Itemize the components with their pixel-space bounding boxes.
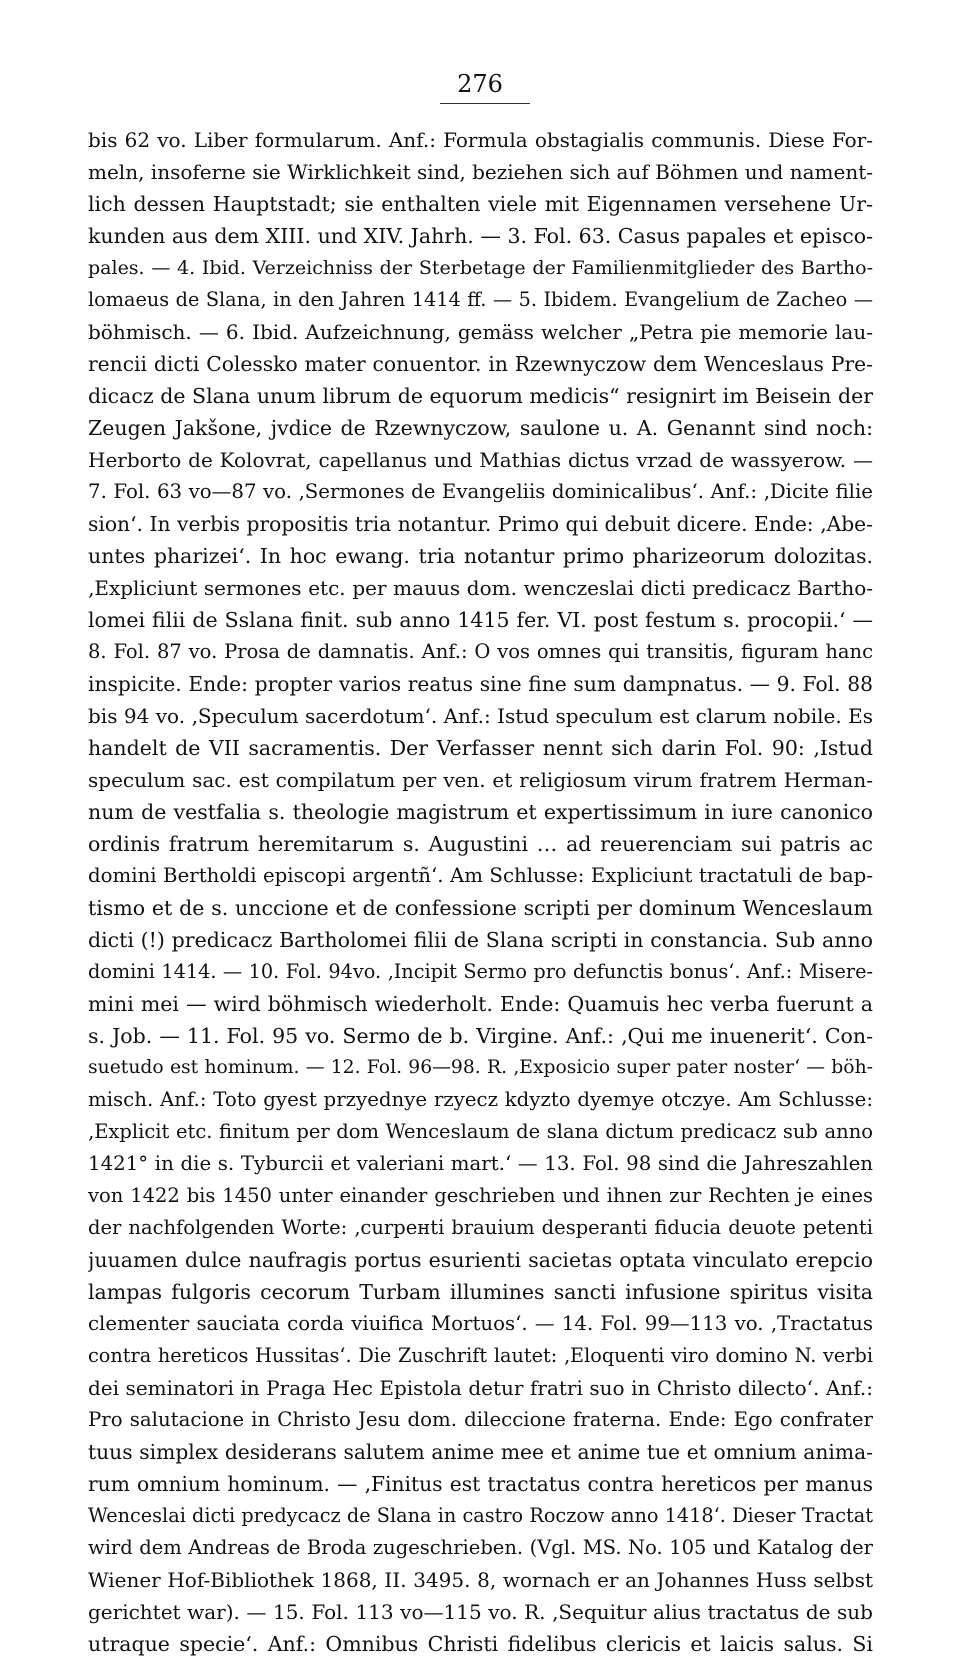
- text-line: bis 62 vo. Liber formularum. Anf.: Formula obstagialis communis. Diese For-: [88, 128, 873, 152]
- header-rule: [440, 103, 530, 104]
- text-line: der nachfolgenden Worte: ‚curренti brauium desperanti fiducia deuote petenti: [88, 1216, 873, 1239]
- text-line: von 1422 bis 1450 unter einander geschrieben und ihnen zur Rechten je eines: [88, 1184, 873, 1207]
- text-line: juuamen dulce naufragis portus esurienti sacietas optata vinculato erepcio: [88, 1248, 873, 1272]
- text-line: rencii dicti Colessko mater conuentor. in Rzewnyczow dem Wenceslaus Pre-: [88, 352, 873, 376]
- text-line: bis 94 vo. ‚Speculum sacerdotum‘. Anf.: Istud speculum est clarum nobile. Es: [88, 704, 873, 728]
- text-line: lomei filii de Sslana finit. sub anno 1415 fer. VI. post festum s. procopii.‘ —: [88, 608, 873, 632]
- text-line: Wiener Hof-Bibliothek 1868, II. 3495. 8, wornach er an Johannes Huss selbst: [88, 1568, 873, 1592]
- text-line: lomaeus de Slana, in den Jahren 1414 ff. — 5. Ibidem. Evangelium de Zacheo —: [88, 288, 873, 311]
- text-line: meln, insoferne sie Wirklichkeit sind, beziehen sich auf Böhmen und nament-: [88, 160, 873, 184]
- text-line: tuus simplex desiderans salutem anime mee et anime tue et omnium anima-: [88, 1440, 873, 1464]
- text-line: num de vestfalia s. theologie magistrum et expertissimum in iure canonico: [88, 800, 873, 824]
- text-line: dicti (!) predicacz Bartholomei filii de Slana scripti in constancia. Sub anno: [88, 928, 873, 952]
- text-line: domini Bertholdi episcopi argentñ‘. Am Schlusse: Expliciunt tractatuli de bap-: [88, 864, 873, 887]
- text-line: handelt de VII sacramentis. Der Verfasser nennt sich darin Fol. 90: ‚Istud: [88, 736, 873, 760]
- text-line: kunden aus dem XIII. und XIV. Jahrh. — 3. Fol. 63. Casus papales et episco-: [88, 224, 873, 248]
- text-line: wird dem Andreas de Broda zugeschrieben. (Vgl. MS. No. 105 und Katalog der: [88, 1536, 873, 1559]
- text-line: speculum sac. est compilatum per ven. et religiosum virum fratrem Herman-: [88, 768, 873, 792]
- text-line: gerichtet war). — 15. Fol. 113 vo—115 vo. R. ‚Sequitur alius tractatus de sub: [88, 1600, 873, 1624]
- text-line: contra hereticos Hussitas‘. Die Zuschrift lautet: ‚Eloquenti viro domino N. verbi: [88, 1344, 873, 1367]
- text-line: dicacz de Slana unum librum de equorum medicis“ resignirt im Beisein der: [88, 384, 873, 408]
- text-line: inspicite. Ende: propter varios reatus sine fine sum dampnatus. — 9. Fol. 88: [88, 672, 873, 696]
- text-line: tismo et de s. unccione et de confessione scripti per dominum Wenceslaum: [88, 896, 873, 920]
- text-line: ordinis fratrum heremitarum s. Augustini … ad reuerenciam sui patris ac: [88, 832, 873, 856]
- text-line: pales. — 4. Ibid. Verzeichniss der Sterbetage der Familienmitglieder des Bartho-: [88, 257, 873, 279]
- text-line: mini mei — wird böhmisch wiederholt. Ende: Quamuis hec verba fuerunt a: [88, 992, 873, 1016]
- text-line: 7. Fol. 63 vo—87 vo. ‚Sermones de Evangeliis dominicalibus‘. Anf.: ‚Dicite filie: [88, 480, 873, 503]
- text-line: domini 1414. — 10. Fol. 94vo. ‚Incipit Sermo pro defunctis bonus‘. Anf.: Misere-: [88, 960, 873, 983]
- text-line: ‚Expliciunt sermones etc. per mauus dom. wenczeslai dicti predicacz Bartho-: [88, 576, 873, 600]
- text-line: untes pharizei‘. In hoc ewang. tria notantur primo pharizeorum dolozitas.: [88, 544, 873, 568]
- text-line: rum omnium hominum. — ‚Finitus est tractatus contra hereticos per manus: [88, 1472, 873, 1496]
- text-line: sion‘. In verbis propositis tria notantur. Primo qui debuit dicere. Ende: ‚Abe-: [88, 512, 873, 536]
- text-line: Pro salutacione in Christo Jesu dom. dileccione fraterna. Ende: Ego confrater: [88, 1408, 873, 1431]
- text-line: utraque specie‘. Anf.: Omnibus Christi fidelibus clericis et laicis salus. Si: [88, 1632, 873, 1656]
- text-line: misch. Anf.: Toto gyest przyednye rzyecz kdyzto dyemye otczye. Am Schlusse:: [88, 1088, 873, 1111]
- text-line: lampas fulgoris cecorum Turbam illumines sancti infusione spiritus visita: [88, 1280, 873, 1304]
- text-line: dei seminatori in Praga Hec Epistola detur fratri suo in Christo dilecto‘. Anf.:: [88, 1376, 873, 1400]
- body-text: [88, 124, 873, 1660]
- text-line: 1421° in die s. Tyburcii et valeriani mart.‘ — 13. Fol. 98 sind die Jahreszahlen: [88, 1152, 873, 1175]
- text-line: 8. Fol. 87 vo. Prosa de damnatis. Anf.: O vos omnes qui transitis, figuram hanc: [88, 640, 873, 663]
- text-line: Zeugen Jakšone, jvdice de Rzewnyczow, saulone u. A. Genannt sind noch:: [88, 416, 873, 440]
- text-line: Wenceslai dicti predycacz de Slana in castro Roczow anno 1418‘. Dieser Tractat: [88, 1504, 873, 1527]
- text-line: böhmisch. — 6. Ibid. Aufzeichnung, gemäss welcher „Petra pie memorie lau-: [88, 320, 873, 344]
- text-line: clementer sauciata corda viuifica Mortuos‘. — 14. Fol. 99—113 vo. ‚Tractatus: [88, 1312, 873, 1335]
- text-line: ‚Explicit etc. finitum per dom Wenceslaum de slana dictum predicacz sub anno: [88, 1120, 873, 1143]
- page-number: 276: [457, 70, 503, 98]
- text-line: lich dessen Hauptstadt; sie enthalten viele mit Eigennamen versehene Ur-: [88, 192, 873, 216]
- text-line: Herborto de Kolovrat, capellanus und Mathias dictus vrzad de wassyerow. —: [88, 448, 873, 472]
- text-line: suetudo est hominum. — 12. Fol. 96—98. R. ‚Exposicio super pater noster‘ — böh-: [88, 1057, 873, 1078]
- text-line: s. Job. — 11. Fol. 95 vo. Sermo de b. Virgine. Anf.: ‚Qui me inuenerit‘. Con-: [88, 1024, 873, 1048]
